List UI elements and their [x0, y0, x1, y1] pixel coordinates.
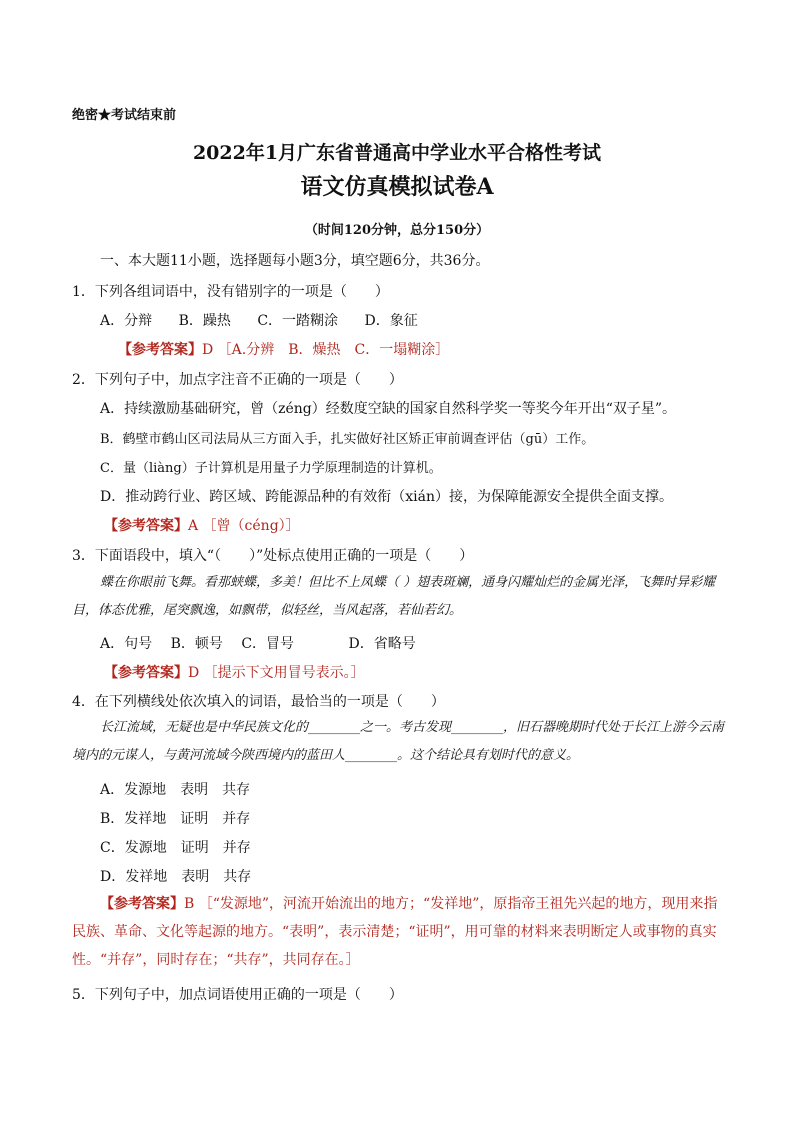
- paper-title: 语文仿真模拟试卷A: [300, 174, 494, 200]
- exam-time-note: （时间120分钟，总分150分）: [304, 223, 490, 238]
- q4-answer-text: B ［“发源地”，河流开始流出的地方；“发祥地”，原指帝王祖先兴起的地方，现用来指民族、革命、文化等起源的地方。“表明”，表示清楚；“证明”，用可靠的材料来表明断定人或事物的真实性。“并存”，同时存在；“共存”，共同存在。］: [72, 896, 718, 968]
- q3-stem: 3．下面语段中，填入“（ ）”处标点使用正确的一项是（ ）: [72, 548, 474, 564]
- q2-stem: 2．下列句子中，加点字注音不正确的一项是（ ）: [72, 372, 403, 388]
- confidential-mark: 绝密★考试结束前: [72, 108, 177, 123]
- answer-tag: 【参考答案】: [104, 518, 188, 534]
- q4-option-b: B．发祥地 证明 并存: [100, 811, 251, 827]
- q1-option-a: A．分辩: [100, 313, 153, 329]
- q4-passage: 长江流域，无疑也是中华民族文化的________之一。考古发现________，旧石器晚期时代处于长江上游今云南境内的元谋人，与黄河流域今陕西境内的蓝田人________。这个结论具有划时代的意义。: [72, 720, 725, 763]
- q3-answer-text: D ［提示下文用冒号表示。］: [188, 665, 365, 681]
- q2-option-b: B．鹤壁市鹤山区司法局从三方面入手，扎实做好社区矫正审前调查评估（gū）工作。: [100, 432, 595, 447]
- answer-tag: 【参考答案】: [104, 665, 188, 681]
- q1-option-c: C．一踏糊涂: [257, 313, 339, 329]
- q4-stem: 4．在下列横线处依次填入的词语，最恰当的一项是（ ）: [72, 694, 445, 710]
- q1-option-d: D．象征: [364, 313, 418, 329]
- q3-option-b: B．顿号: [170, 636, 223, 652]
- q3-option-a: A．句号: [100, 636, 153, 652]
- q1-answer: [118, 339, 778, 359]
- q3-passage: 蝶在你眼前飞舞。看那蛱蝶，多美！但比不上凤蝶（ ）翅表斑斓，通身闪耀灿烂的金属光泽，飞舞时异彩耀目，体态优雅，尾突飘逸，如飘带，似轻丝，当风起落，若仙若幻。: [72, 575, 716, 618]
- q3-options: [100, 633, 760, 653]
- q1-stem: 1．下列各组词语中，没有错别字的一项是（ ）: [72, 284, 389, 300]
- q1-answer-text: D ［A.分辨 B．燥热 C．一塌糊涂］: [202, 342, 450, 358]
- q2-option-c: C．量（liàng）子计算机是用量子力学原理制造的计算机。: [100, 461, 442, 476]
- section-intro: 一、本大题11小题，选择题每小题3分，填空题6分，共36分。: [100, 253, 490, 269]
- q2-answer-text: A ［曾（céng）］: [188, 518, 300, 534]
- q4-option-c: C．发源地 证明 并存: [100, 840, 251, 856]
- q5-stem: 5．下列句子中，加点词语使用正确的一项是（ ）: [72, 987, 403, 1003]
- q4-answer: [72, 890, 724, 974]
- q3-option-c: C．冒号: [241, 636, 295, 652]
- answer-tag: 【参考答案】: [118, 342, 202, 358]
- q1-options: [100, 310, 760, 330]
- answer-tag: 【参考答案】: [100, 896, 184, 912]
- exam-title: 2022年1月广东省普通高中学业水平合格性考试: [192, 142, 602, 164]
- q1-option-b: B．躁热: [178, 313, 231, 329]
- q3-option-d: D．省略号: [348, 636, 416, 652]
- q3-answer: [104, 662, 764, 682]
- q2-answer: [104, 515, 764, 535]
- q4-option-d: D．发祥地 表明 共存: [100, 869, 252, 885]
- q2-option-a: A．持续激励基础研究，曾（zéng）经数度空缺的国家自然科学奖一等奖今年开出“双子星”。: [100, 401, 677, 417]
- q4-option-a: A．发源地 表明 共存: [100, 782, 251, 798]
- q2-option-d: D．推动跨行业、跨区域、跨能源品种的有效衔（xián）接，为保障能源安全提供全面支撑。: [100, 489, 673, 505]
